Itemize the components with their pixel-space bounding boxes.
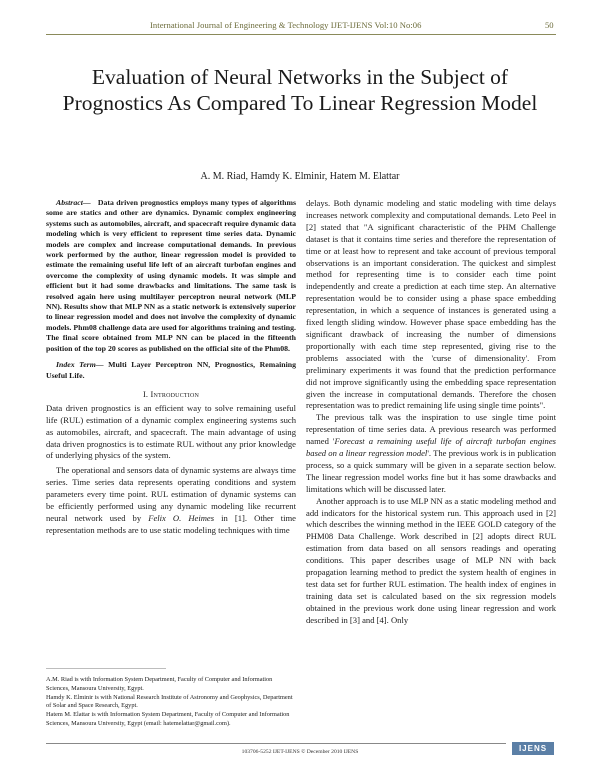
- affiliation-divider: [46, 668, 166, 669]
- author-list: A. M. Riad, Hamdy K. Elminir, Hatem M. Elattar: [200, 171, 400, 182]
- citation-heimes: Felix O. Heimes: [148, 512, 215, 523]
- right-column: [306, 198, 556, 627]
- abstract-text: Data driven prognostics employs many types of algorithms some are statics and other are dynamics. Dynamic complex engineering systems such as automobiles, aircraft, and spacecraft require dynamic data modeling which is very efficient to represent time series data. Dynamic models are complex and increase computational demands. In previous work performed by the author, linear regression model is provided to estimate the remaining useful life left of an aircraft turbofan engines and overcome the complexity of using dynamic models. It was simple and efficient but it had some drawbacks and limitations. The same task is resolved again here using multilayer perceptron neural network (MLP NN). Results show that MLP NN as a static network is extensively superior to linear regression model and does not involve the complexity of dynamic models. Phm08 challenge data are used for algorithms training and testing. The final score obtained from MLP NN can be placed in the fifteenth position of the top 20 scores as published on the official site of the Phm08.: [46, 198, 296, 353]
- abstract: [46, 198, 296, 354]
- affiliation-elminir: Hamdy K. Elminir is with National Research Institute of Astronomy and Geophysics, Department of Solar and Space Research, Egypt.: [46, 693, 293, 710]
- paper-title: Evaluation of Neural Networks in the Subject of Prognostics As Compared To Linear Regression Model: [62, 65, 538, 115]
- body-paragraph-mlp-approach: Another approach is to use MLP NN as a static modeling method and add indicators for the historical system run. This approach used in [2] which describes the winning method in the IEEE GOLD category of the PHM08 Data Challenge. Work described in [2] adopts direct RUL estimation from data based on all sensors readings and operating conditions. This paper describes usage of MLP NN with back propagation learning method to predict the system health of engines in test data set for further RUL estimation. The health index of engines in training data set is calculated based on the six regression models obtained in the previous work done using linear regression and work described in [3] and [4]. Only: [306, 495, 556, 625]
- affiliation-riad: A.M. Riad is with Information System Department, Faculty of Computer and Information Sciences, Mansoura University, Egypt.: [46, 676, 273, 692]
- author-affiliations: [46, 676, 296, 729]
- intro-paragraph-2: The operational and sensors data of dynamic systems are always time series. Time series data represents operating conditions and system parameters every time point. RUL estimation of dynamic systems can be efficiently performed using any dynamic modeling like recurrent neural network used by Felix O. Heimes in [1]. Other time representation methods are to use static modeling techniques with time: [46, 465, 297, 535]
- index-terms-label: Index Term—: [56, 360, 104, 370]
- running-head: International Journal of Engineering & Technology IJET-IJENS Vol:10 No:06: [150, 20, 422, 30]
- page-number: 50: [545, 20, 554, 30]
- header-divider: [46, 34, 556, 35]
- left-column: [46, 198, 296, 537]
- index-terms: [46, 360, 296, 381]
- body-paragraph-previous-work: The previous talk was the inspiration to use single time point representation of time series data. A previous research was performed named 'Forecast a remaining useful life of aircraft turbofan engines based on a linear regression model'. The previous work is in publication process, so a quick summary will be given in a separate section below. The linear regression model works fine but it has some drawbacks and limitations which will be discussed later.: [306, 412, 556, 494]
- ijens-logo: IJENS: [512, 742, 554, 755]
- footer-copyright: 103706-5252 IJET-IJENS © December 2010 IJENS: [241, 749, 359, 755]
- affiliation-elattar: Hatem M. Elattar is with Information System Department, Faculty of Computer and Information Sciences, Mansoura University, Egypt (email: hatemelattar@gmail.com).: [46, 711, 290, 727]
- index-terms-text: Multi Layer Perceptron NN, Prognostics, Remaining Useful Life.: [46, 360, 297, 380]
- body-paragraph-quote: delays. Both dynamic modeling and static modeling with time delays increases network complexity and computational demands. Leto Peel in [2] stated that "A significant characteristic of the PHM Challenge dataset is that it contains time series and therefore the representation of time or at least how to represent and take account of previous temporal observations is an important consideration. The quickest and simplest method for representing time is to consider each time point independently and create a prediction at each time step. An alternative representation would be to consider using a phase space embedding representation, in which a sequence of instances is generated using a fixed length sliding window. However phase space embedding has the significant drawback of increasing the number of dimensions proportionally with each time step represented, giving rise to the problems associated with the 'curse of dimensionality'. From preliminary experiments it was found that the prediction performance did not improve significantly using the embedding space representation given the increase in computational demands. Therefore the chosen representation was to predict remaining life using single time points".: [306, 198, 556, 411]
- abstract-label: Abstract—: [56, 198, 91, 207]
- section-heading-introduction: I. Introduction: [142, 389, 200, 399]
- intro-paragraph-1: Data driven prognostics is an efficient way to solve remaining useful life (RUL) estimation of a dynamic complex engineering systems such as automobiles, aircraft, and spacecraft. The main advantage of using data driven prognostics is to estimate RUL without any prior knowledge of underlying physics of the system.: [46, 402, 296, 461]
- footer-divider: [46, 743, 506, 744]
- citation-previous-work: Forecast a remaining useful life of aircraft turbofan engines based on a linear regression model: [306, 436, 556, 459]
